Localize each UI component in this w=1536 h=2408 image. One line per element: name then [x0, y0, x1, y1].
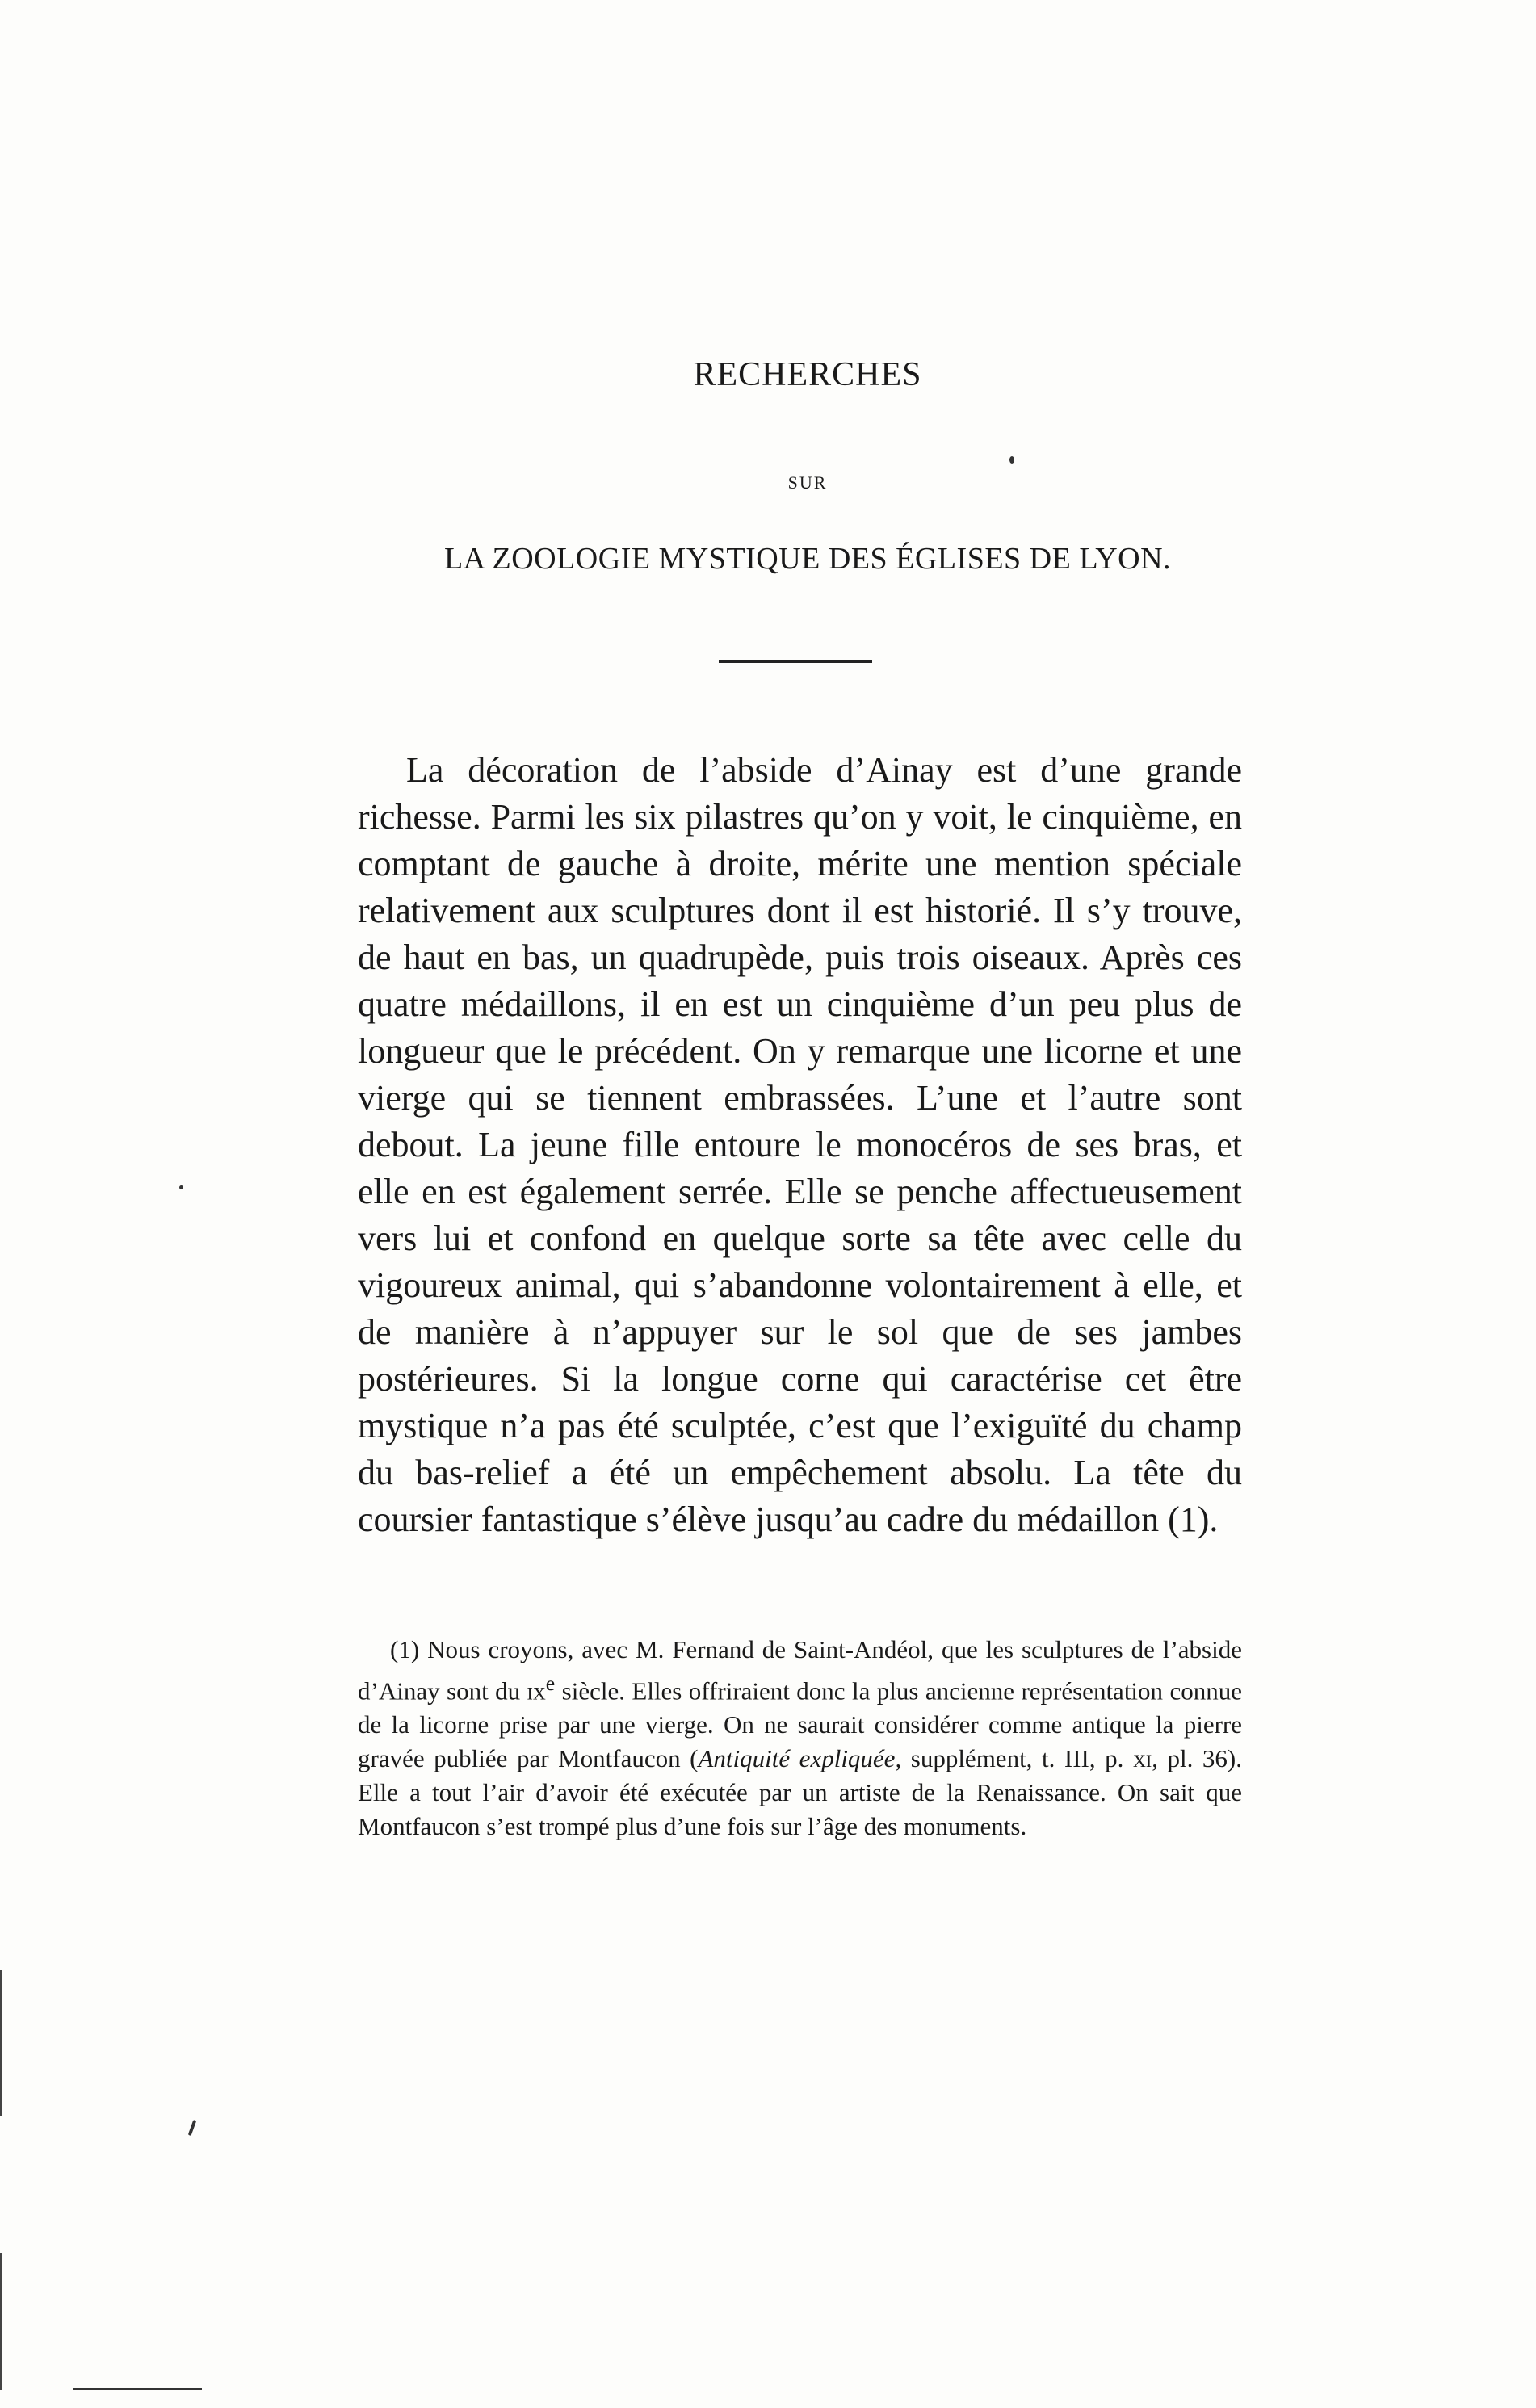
footnote-part-2: siècle. Elles offriraient donc la plus ancienne représentation connue de la licorne prise par une vierge. On ne saurait considérer comme antique la pierre gravée publiée par Montfaucon (: [358, 1676, 1242, 1773]
footnote-century: ix: [527, 1676, 546, 1705]
scan-margin-mark: [0, 2253, 2, 2390]
footnote-century-sup: e: [545, 1672, 556, 1695]
footnote: [358, 1633, 1242, 1844]
scan-bottom-mark: [73, 2388, 202, 2390]
scan-speck: [188, 2120, 197, 2136]
footnote-paragraph: [358, 1633, 1242, 1844]
scan-speck: [1009, 456, 1014, 464]
footnote-part-4: , pl. 36). Elle a tout l’air d’avoir été exécutée par un artiste de la Renaissance. On sait que Montfaucon s’est trompé plus d’une fois sur l’âge des monuments.: [358, 1744, 1242, 1841]
scan-speck: [179, 1185, 183, 1189]
footnote-page-ref: xi: [1132, 1744, 1152, 1773]
title-divider: [719, 660, 872, 663]
footnote-part-1: (1) Nous croyons, avec M. Fernand de Saint-Andéol, que les sculptures de l’abside d’Ainay sont du: [358, 1635, 1242, 1705]
main-text: [358, 747, 1242, 1543]
page-subtitle: LA ZOOLOGIE MYSTIQUE DES ÉGLISES DE LYON.: [443, 542, 1172, 576]
footnote-italic-title: Antiquité expliquée,: [698, 1744, 902, 1773]
body-paragraph: La décoration de l’abside d’Ainay est d’une grande richesse. Parmi les six pilastres qu’on y voit, le cinquième, en comptant de gauche à droite, mérite une mention spéciale relativement aux sculptures dont il est historié. Il s’y trouve, de haut en bas, un quadrupède, puis trois oiseaux. Après ces quatre médaillons, il en est un cinquième d’un peu plus de longueur que le précédent. On y remarque une licorne et une vierge qui se tiennent embrassées. L’une et l’autre sont debout. La jeune fille entoure le monocéros de ses bras, et elle en est également serrée. Elle se penche affectueusement vers lui et confond en quelque sorte sa tête avec celle du vigoureux animal, qui s’abandonne volontairement à elle, et de manière à n’appuyer sur le sol que de ses jambes postérieures. Si la longue corne qui caractérise cet être mystique n’a pas été sculptée, c’est que l’exiguïté du champ du bas-relief a été un empêchement absolu. La tête du coursier fantastique s’élève jusqu’au cadre du médaillon (1).: [358, 750, 1242, 1539]
scan-margin-mark: [0, 1970, 2, 2116]
footnote-part-3: supplément, t. III, p.: [901, 1744, 1133, 1773]
title-connector: SUR: [787, 472, 828, 493]
page-title: RECHERCHES: [693, 356, 922, 393]
